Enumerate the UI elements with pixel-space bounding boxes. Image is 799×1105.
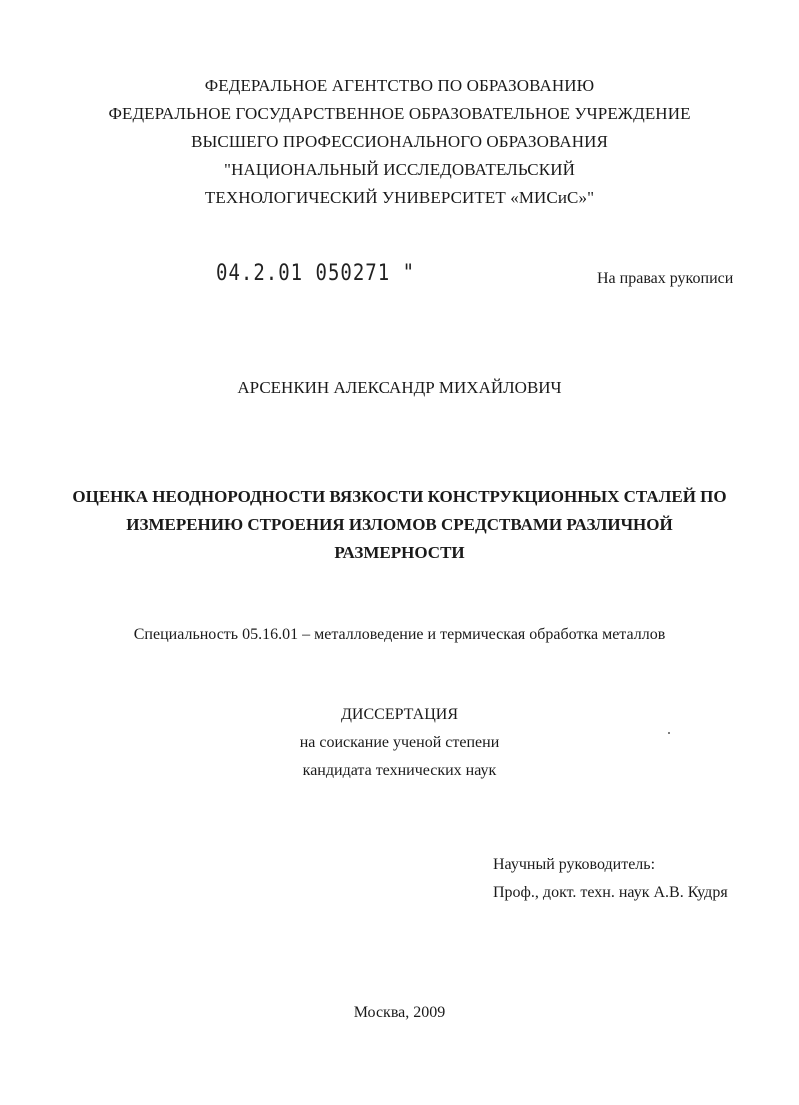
title-line-1: ОЦЕНКА НЕОДНОРОДНОСТИ ВЯЗКОСТИ КОНСТРУКЦИОННЫХ СТАЛЕЙ ПО (72, 487, 727, 506)
header-agency: ФЕДЕРАЛЬНОЕ АГЕНТСТВО ПО ОБРАЗОВАНИЮ (204, 76, 595, 95)
author-name: АРСЕНКИН АЛЕКСАНДР МИХАЙЛОВИЧ (237, 378, 562, 397)
city-year: Москва, 2009 (353, 1004, 446, 1021)
header-university-name-1: "НАЦИОНАЛЬНЫЙ ИССЛЕДОВАТЕЛЬСКИЙ (224, 160, 575, 179)
manuscript-rights: На правах рукописи (597, 270, 734, 287)
header-institution-type: ФЕДЕРАЛЬНОЕ ГОСУДАРСТВЕННОЕ ОБРАЗОВАТЕЛЬНОЕ УЧРЕЖДЕНИЕ (108, 104, 691, 123)
title-line-3: РАЗМЕРНОСТИ (334, 543, 465, 562)
title-line-2: ИЗМЕРЕНИЮ СТРОЕНИЯ ИЗЛОМОВ СРЕДСТВАМИ РАЗЛИЧНОЙ (126, 515, 673, 534)
specialty: Специальность 05.16.01 – металловедение и термическая обработка металлов (133, 626, 666, 643)
advisor-name: Проф., докт. техн. наук А.В. Кудря (493, 884, 728, 901)
advisor-label: Научный руководитель: (493, 856, 656, 873)
thesis-type: ДИССЕРТАЦИЯ (341, 706, 458, 723)
header-university-name-2: ТЕХНОЛОГИЧЕСКИЙ УНИВЕРСИТЕТ «МИСиС»" (204, 188, 595, 207)
registration-stamp: 04.2.01 050271 " (216, 260, 416, 286)
thesis-degree: кандидата технических наук (302, 762, 497, 779)
thesis-purpose: на соискание ученой степени (299, 734, 500, 751)
scan-speck (668, 732, 670, 734)
header-education-level: ВЫСШЕГО ПРОФЕССИОНАЛЬНОГО ОБРАЗОВАНИЯ (191, 132, 608, 151)
